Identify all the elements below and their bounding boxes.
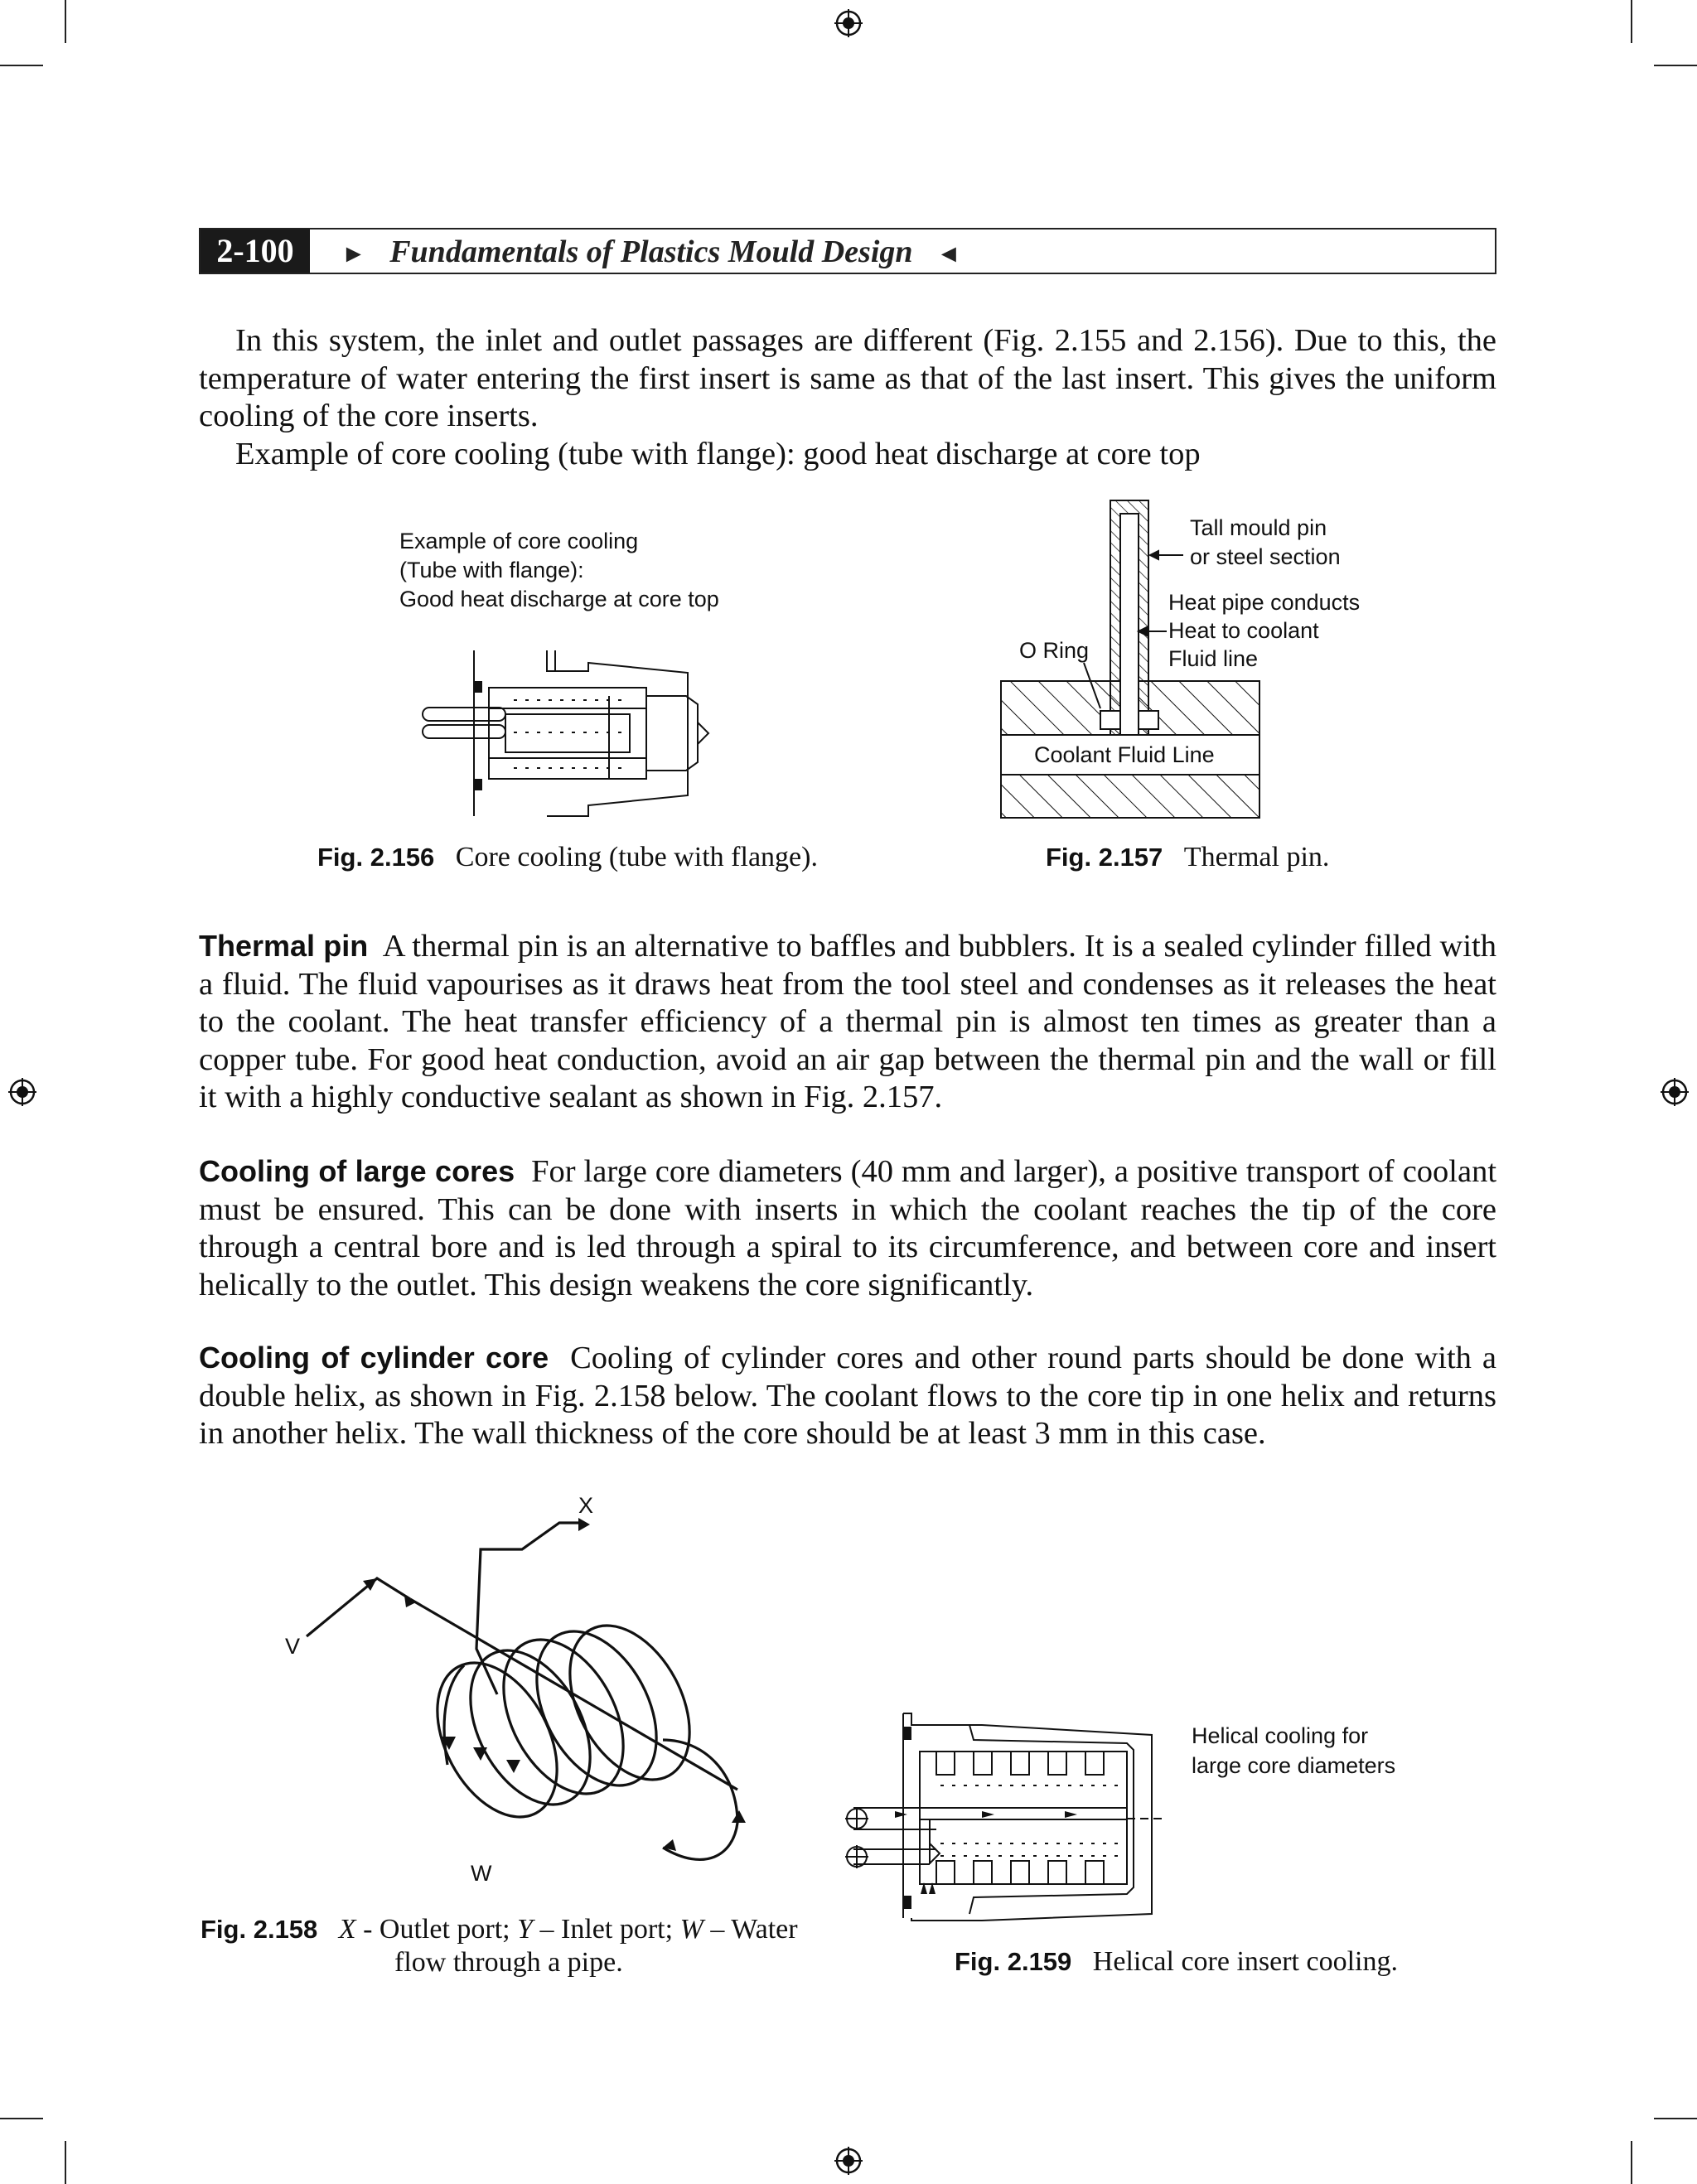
section-cylinder-core	[199, 1339, 1496, 1453]
triangle-right-icon: ►	[341, 240, 366, 268]
figure-number: Fig. 2.157	[1046, 843, 1163, 872]
crop-mark	[1654, 2118, 1697, 2119]
core-cooling-diagram	[389, 530, 737, 829]
registration-mark-icon	[1661, 1078, 1689, 1106]
figure-caption-line2: flow through a pipe.	[394, 1947, 623, 1978]
figure-caption-text: Thermal pin.	[1183, 842, 1330, 872]
section-text: For large core diameters (40 mm and larger), a positive transport of coolant must be ensured. This can be done with inserts in which the coolant reaches the tip of the core through a central bore and is led through a spiral to its circumference, and between core and insert helically to the outlet. This design weakens the core significantly.	[199, 1154, 1497, 1302]
fig157-label-coolant: Coolant Fluid Line	[1034, 742, 1215, 767]
figure-number: Fig. 2.158	[201, 1915, 318, 1944]
figure-caption-text: Helical core insert cooling.	[1092, 1946, 1398, 1977]
registration-mark-icon	[834, 2147, 863, 2175]
fig156-label: Good heat discharge at core top	[399, 587, 719, 611]
fig157-label: or steel section	[1190, 544, 1341, 569]
section-heading: Cooling of large cores	[199, 1154, 515, 1188]
crop-mark	[0, 65, 43, 66]
paragraph	[199, 927, 1496, 1117]
figure-caption	[317, 842, 818, 873]
figure-number: Fig. 2.156	[317, 843, 435, 872]
paragraph	[199, 1152, 1496, 1304]
intro-text	[199, 322, 1496, 473]
crop-mark	[1631, 2141, 1632, 2184]
triangle-left-icon: ◄	[936, 240, 961, 268]
fig159-label: Helical cooling for	[1192, 1723, 1369, 1748]
paragraph	[199, 1339, 1496, 1453]
fig156-label: (Tube with flange):	[399, 558, 584, 582]
caption-x-text: - Outlet port;	[355, 1914, 518, 1945]
registration-mark-icon	[834, 9, 863, 37]
fig158-label-v: V	[285, 1634, 301, 1659]
double-helix-diagram	[273, 1491, 771, 1889]
fig157-label-oring: O Ring	[1019, 638, 1090, 663]
section-large-cores	[199, 1152, 1496, 1304]
crop-mark	[1631, 0, 1632, 43]
caption-w: W	[679, 1914, 703, 1945]
fig158-label-x: X	[578, 1493, 594, 1518]
running-header	[199, 228, 1496, 274]
crop-mark	[65, 2141, 66, 2184]
crop-mark	[0, 2118, 43, 2119]
section-heading: Thermal pin	[199, 929, 369, 963]
book-title	[341, 230, 961, 273]
caption-w-text: – Water	[703, 1914, 798, 1945]
figure-caption	[955, 1946, 1398, 1978]
paragraph: In this system, the inlet and outlet passages are different (Fig. 2.155 and 2.156). Due to this, the temperature of water entering the first insert is same as that of the last insert. This gives the uniform cooling of the core inserts.	[199, 323, 1496, 433]
paragraph: Example of core cooling (tube with flange): good heat discharge at core top	[235, 436, 1201, 471]
fig157-label: Fluid line	[1168, 646, 1259, 671]
section-heading: Cooling of cylinder core	[199, 1341, 549, 1375]
section-text: Cooling of cylinder cores and other round parts should be done with a double helix, as shown in Fig. 2.158 below. The coolant flows to the core tip in one helix and returns in another helix. The wall thickness of the core should be at least 3 mm in this case.	[199, 1341, 1496, 1451]
fig157-label: Heat to coolant	[1168, 618, 1319, 643]
crop-mark	[65, 0, 66, 43]
registration-mark-icon	[8, 1078, 36, 1106]
figure-caption	[201, 1914, 798, 1945]
section-thermal-pin	[199, 927, 1496, 1117]
figure-caption-text: Core cooling (tube with flange).	[455, 842, 818, 872]
crop-mark	[1654, 65, 1697, 66]
fig157-label: Tall mould pin	[1190, 515, 1327, 540]
fig156-label: Example of core cooling	[399, 529, 639, 553]
caption-x: X	[338, 1914, 356, 1945]
figure-number: Fig. 2.159	[955, 1947, 1072, 1976]
caption-y: Y	[517, 1914, 534, 1945]
caption-y-text: – Inlet port;	[533, 1914, 680, 1945]
fig158-label-w: W	[471, 1861, 492, 1886]
page-number: 2-100	[201, 230, 310, 273]
fig157-label: Heat pipe conducts	[1168, 590, 1361, 615]
book-title-text: Fundamentals of Plastics Mould Design	[389, 234, 913, 269]
thermal-pin-diagram	[994, 497, 1392, 829]
figure-caption	[1046, 842, 1329, 873]
section-text: A thermal pin is an alternative to baffles and bubblers. It is a sealed cylinder filled with a fluid. The fluid vapourises as it draws heat from the tool steel and condenses as it releases the heat to the coolant. The heat transfer efficiency of a thermal pin is almost ten times as greater than a copper tube. For good heat conduction, avoid an air gap between the thermal pin and the wall or fill it with a highly conductive sealant as shown in Fig. 2.157.	[199, 929, 1496, 1114]
fig159-label: large core diameters	[1192, 1753, 1396, 1778]
helical-insert-diagram	[837, 1707, 1434, 1922]
